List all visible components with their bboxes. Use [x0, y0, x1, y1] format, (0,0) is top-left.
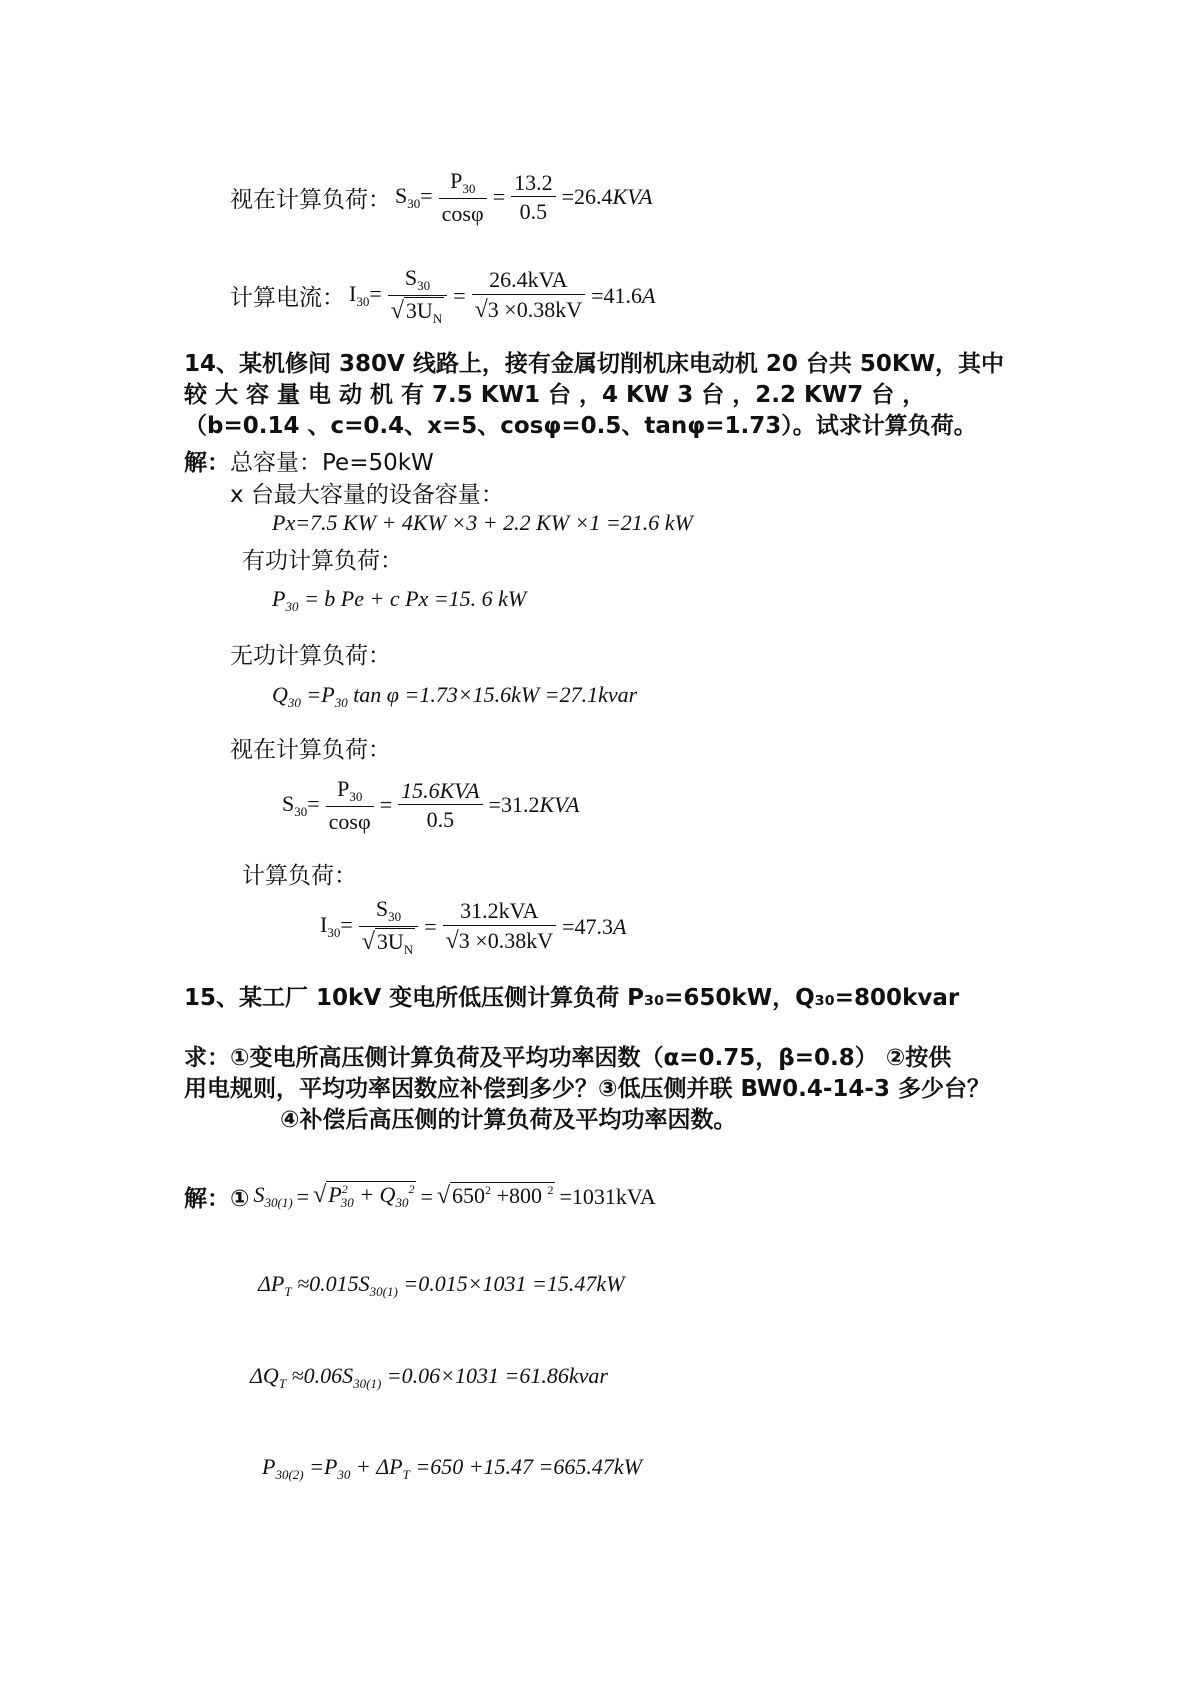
p302-formula: $P_{30(2)} =P_{30} + \Delta P_T =650 +15.47 =665.47kW$ — [262, 1454, 642, 1482]
s30-formula-14: $S_{30}=$ $\frac{P_{30}}{\cos\varphi}$ = $\frac{\text{15.6KVA}}{0.5}$ =31.2KVA — [282, 776, 580, 834]
problem14-line1: 14、某机修间 380V 线路上，接有金属切削机床电动机 20 台共 50KW，其中 — [184, 351, 1005, 377]
problem15-line2: 求：①变电所高压侧计算负荷及平均功率因数（α=0.75，β=0.8） ②按供 — [184, 1045, 952, 1071]
p30-formula: $P_{30} = b$ Pe + c Px =15. 6 kW — [272, 586, 527, 614]
problem15-line4: ④补偿后高压侧的计算负荷及平均功率因数。 — [280, 1107, 737, 1133]
s301-formula: 解：① $S_{30(1)} = √P^2_{30} + Q_{30}^2 = √650^2 +800$ $^2$ =1031kVA — [184, 1182, 656, 1212]
i30-formula-14: $I_{30}=$ $\frac{S_{30}}{√3U_N}$ = $\frac{\text{31.2kVA}}{√3 \times 0.38kV}$ =47.3A — [320, 896, 627, 957]
current-label: 计算电流： — [230, 285, 345, 312]
apparent-load-label: 视在计算负荷： — [230, 186, 391, 213]
calc-load-label: 计算负荷： — [242, 863, 357, 889]
problem14-line2: 较 大 容 量 电 动 机 有 7.5 KW1 台 ，4 KW 3 台 ，2.2 KW7 台 ， — [184, 382, 926, 408]
x-max-capacity-label: x 台最大容量的设备容量： — [230, 482, 504, 508]
problem15-line3: 用电规则，平均功率因数应补偿到多少？③低压侧并联 BW0.4-14-3 多少台？ — [184, 1076, 990, 1102]
current-formula-top: 计算电流： $I_{30}=$ $\frac{S_{30}}{√3U_N}$ = $\frac{\text{26.4kVA}}{√3 \times 0.38kV}$ =41.6A — [230, 265, 656, 326]
q30-formula: $Q_{30} =P_{30}$ tan φ =1.73×15.6kW =27.1kvar — [272, 682, 638, 710]
apparent-load-formula-top: 视在计算负荷： $S_{30}=$ $\frac{P_{30}}{\cos\varphi}$ = $\frac{13.2}{0.5}$ =26.4KVA — [230, 168, 653, 226]
active-load-label: 有功计算负荷： — [242, 548, 403, 574]
problem14-solution-total: 解：总容量：Pe=50kW — [184, 450, 434, 476]
problem15-line1: 15、某工厂 10kV 变电所低压侧计算负荷 P₃₀=650kW，Q₃₀=800kvar — [184, 985, 960, 1011]
delta-pt-formula: $\Delta P_T \approx 0.015S_{30(1)} =0.015\times 1031 =15.47kW$ — [258, 1271, 625, 1299]
delta-qt-formula: $\Delta Q_T \approx 0.06S_{30(1)} =0.06\times 1031$ =61.86kvar — [250, 1363, 608, 1391]
apparent-load-label-14: 视在计算负荷： — [230, 737, 391, 763]
px-formula: Px=7.5 KW + 4KW ×3 + 2.2 KW ×1 =21.6 kW — [272, 510, 693, 535]
reactive-load-label: 无功计算负荷： — [230, 643, 391, 669]
problem14-line3: （b=0.14 、c=0.4、x=5、cosφ=0.5、tanφ=1.73）。试求计算负荷。 — [184, 413, 977, 439]
